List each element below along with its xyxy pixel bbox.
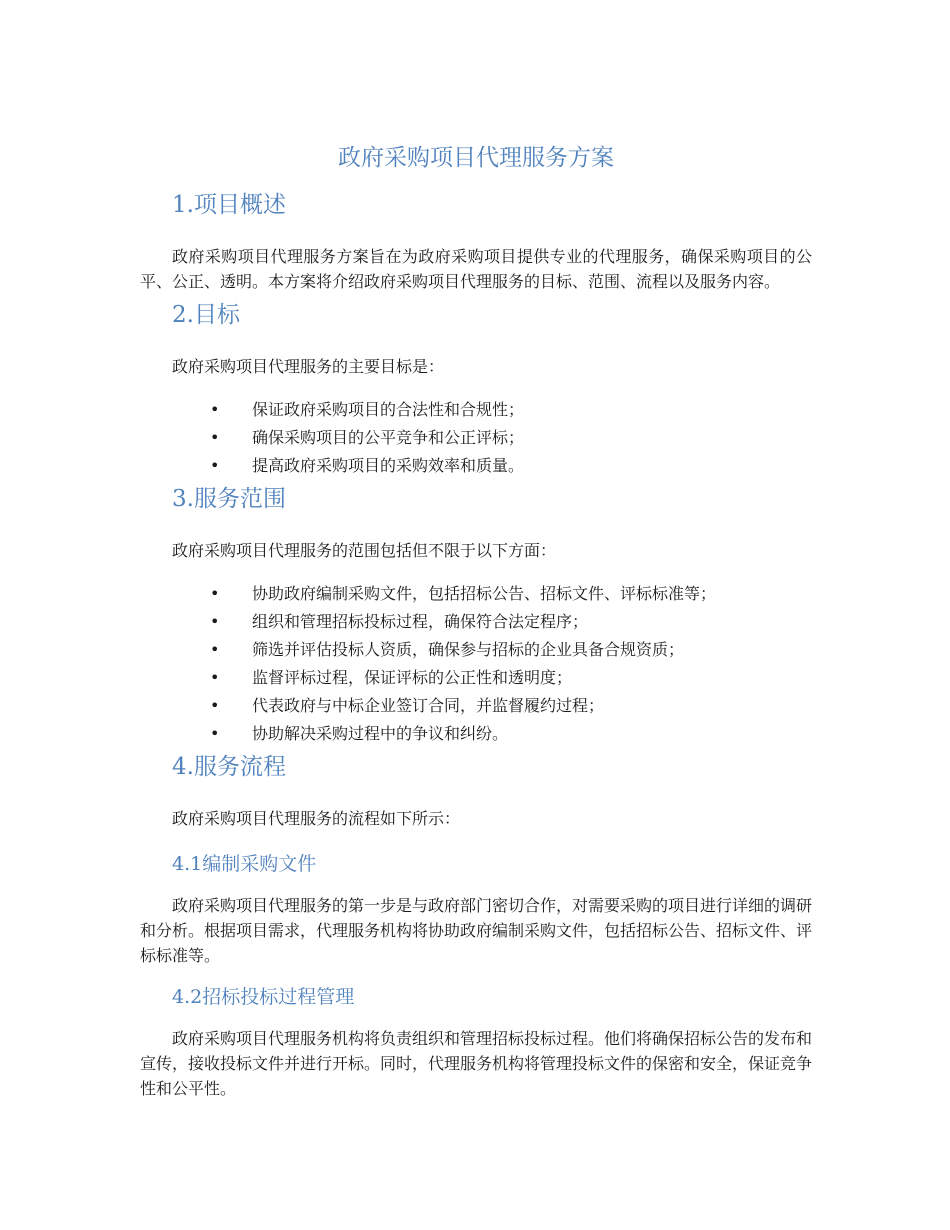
list-item-text: 组织和管理招标投标过程，确保符合法定程序； [252,612,589,631]
bullet-icon: • [210,584,220,603]
bullet-icon: • [210,696,220,715]
bidding-management-paragraph: 政府采购项目代理服务机构将负责组织和管理招标投标过程。他们将确保招标公告的发布和宣传，接收投标文件并进行开标。同时，代理服务机构将管理投标文件的保密和安全，保证竞争性和公平性。 [140,1029,813,1098]
subsection-heading-prepare-documents: 4.1编制采购文件 [172,853,317,875]
list-item-text: 提高政府采购项目的采购效率和质量。 [252,456,525,475]
section-heading-process: 4.服务流程 [172,754,286,780]
goals-lead: 政府采购项目代理服务的主要目标是： [172,357,445,376]
section-overview [140,188,812,294]
overview-paragraph: 政府采购项目代理服务方案旨在为政府采购项目提供专业的代理服务，确保采购项目的公平、公正、透明。本方案将介绍政府采购项目代理服务的目标、范围、流程以及服务内容。 [140,247,812,291]
list-item [140,397,812,422]
subsection-heading-bidding-management: 4.2招标投标过程管理 [172,986,355,1008]
bullet-icon: • [210,724,220,743]
list-item [140,581,812,606]
list-item-text: 监督评标过程，保证评标的公正性和透明度； [252,668,573,687]
list-item-text: 确保采购项目的公平竞争和公正评标； [252,428,525,447]
bullet-icon: • [210,612,220,631]
section-scope [140,482,812,746]
list-item-text: 保证政府采购项目的合法性和合规性； [252,400,525,419]
list-item [140,665,812,690]
list-item [140,721,812,746]
scope-lead: 政府采购项目代理服务的范围包括但不限于以下方面： [172,541,557,560]
section-process [140,750,812,1101]
scope-list [140,581,812,746]
list-item-text: 协助解决采购过程中的争议和纠纷。 [252,724,509,743]
prepare-documents-paragraph: 政府采购项目代理服务的第一步是与政府部门密切合作，对需要采购的项目进行详细的调研和分析。根据项目需求，代理服务机构将协助政府编制采购文件，包括招标公告、招标文件、评标标准等。 [140,896,813,965]
bullet-icon: • [210,428,220,447]
list-item [140,637,812,662]
list-item [140,425,812,450]
list-item-text: 协助政府编制采购文件，包括招标公告、招标文件、评标标准等； [252,584,717,603]
list-item [140,453,812,478]
section-heading-overview: 1.项目概述 [172,192,286,218]
section-heading-scope: 3.服务范围 [172,486,286,512]
process-lead: 政府采购项目代理服务的流程如下所示： [172,809,461,828]
bullet-icon: • [210,456,220,475]
list-item-text: 筛选并评估投标人资质，确保参与招标的企业具备合规资质； [252,640,685,659]
section-goals [140,298,812,478]
bullet-icon: • [210,400,220,419]
section-heading-goals: 2.目标 [172,302,240,328]
list-item-text: 代表政府与中标企业签订合同，并监督履约过程； [252,696,605,715]
list-item [140,609,812,634]
goals-list [140,397,812,478]
document-title: 政府采购项目代理服务方案 [338,145,614,171]
bullet-icon: • [210,640,220,659]
bullet-icon: • [210,668,220,687]
list-item [140,693,812,718]
document-page [140,138,812,1105]
